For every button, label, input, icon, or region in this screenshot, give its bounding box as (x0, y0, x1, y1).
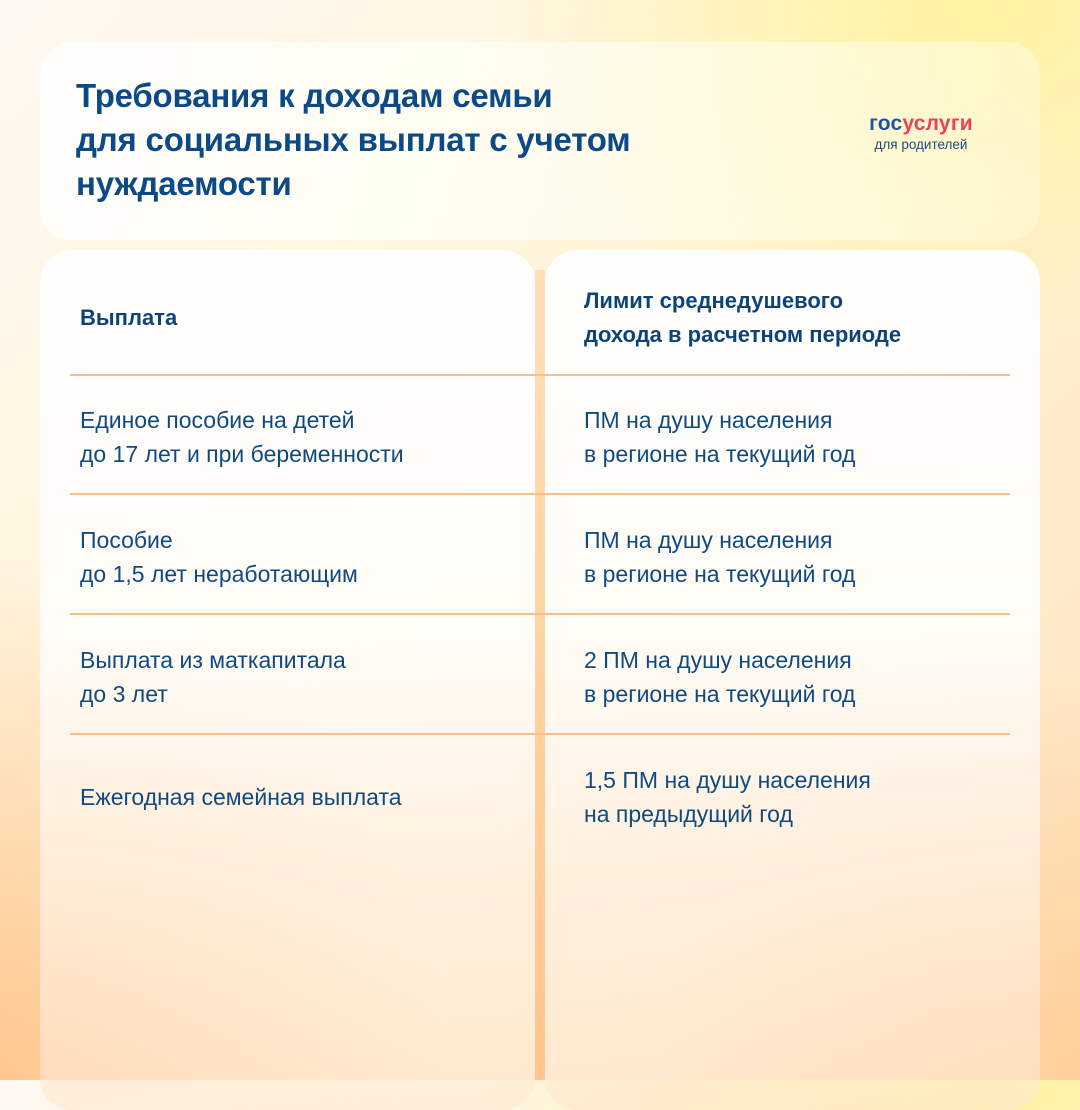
table-row-2-limit (584, 523, 855, 591)
cell-line: до 3 лет (80, 681, 168, 707)
row-divider (70, 733, 1010, 735)
table-row-1-payment (80, 403, 404, 471)
table-row-3-limit (584, 643, 855, 711)
row-divider (70, 374, 1010, 376)
cell-line: Пособие (80, 527, 173, 553)
logo-part-uslugi: услуги (902, 112, 973, 135)
table-row-3-payment (80, 643, 346, 711)
page-title (76, 74, 716, 206)
cell-line: в регионе на текущий год (584, 441, 856, 467)
table-row-1-limit (584, 403, 855, 471)
cell-line: ПМ на душу населения (584, 527, 833, 553)
column-header-limit-line-2: дохода в расчетном периоде (584, 322, 902, 347)
cell-line: ПМ на душу населения (584, 407, 833, 433)
column-header-payment (80, 301, 177, 335)
column-header-payment-text: Выплата (80, 305, 178, 330)
logo-part-gos: гос (869, 112, 903, 135)
table-row-4-payment (80, 780, 402, 814)
table-row-4-limit (584, 763, 871, 831)
gosuslugi-logo (862, 112, 980, 154)
logo-wordmark (862, 112, 980, 136)
cell-line: до 1,5 лет неработающим (80, 561, 358, 587)
header-card (40, 42, 1040, 240)
column-header-limit-line-1: Лимит среднедушевого (584, 288, 844, 313)
cell-line: в регионе на текущий год (584, 681, 856, 707)
logo-subtitle: для родителей (874, 137, 968, 152)
column-separator (535, 270, 545, 1080)
cell-line: до 17 лет и при беременности (80, 441, 404, 467)
row-divider (70, 613, 1010, 615)
row-divider (70, 493, 1010, 495)
cell-line: в регионе на текущий год (584, 561, 856, 587)
cell-line: Выплата из маткапитала (80, 647, 346, 673)
cell-line: 1,5 ПМ на душу населения (584, 767, 871, 793)
cell-line: 2 ПМ на душу населения (584, 647, 852, 673)
column-header-limit (584, 284, 901, 352)
cell-line: на предыдущий год (584, 801, 793, 827)
table-row-2-payment (80, 523, 358, 591)
title-line-2: для социальных выплат с учетом (76, 121, 631, 158)
title-line-1: Требования к доходам семьи (76, 77, 553, 114)
cell-line: Ежегодная семейная выплата (80, 784, 402, 810)
cell-line: Единое пособие на детей (80, 407, 355, 433)
title-line-3: нуждаемости (76, 165, 292, 202)
